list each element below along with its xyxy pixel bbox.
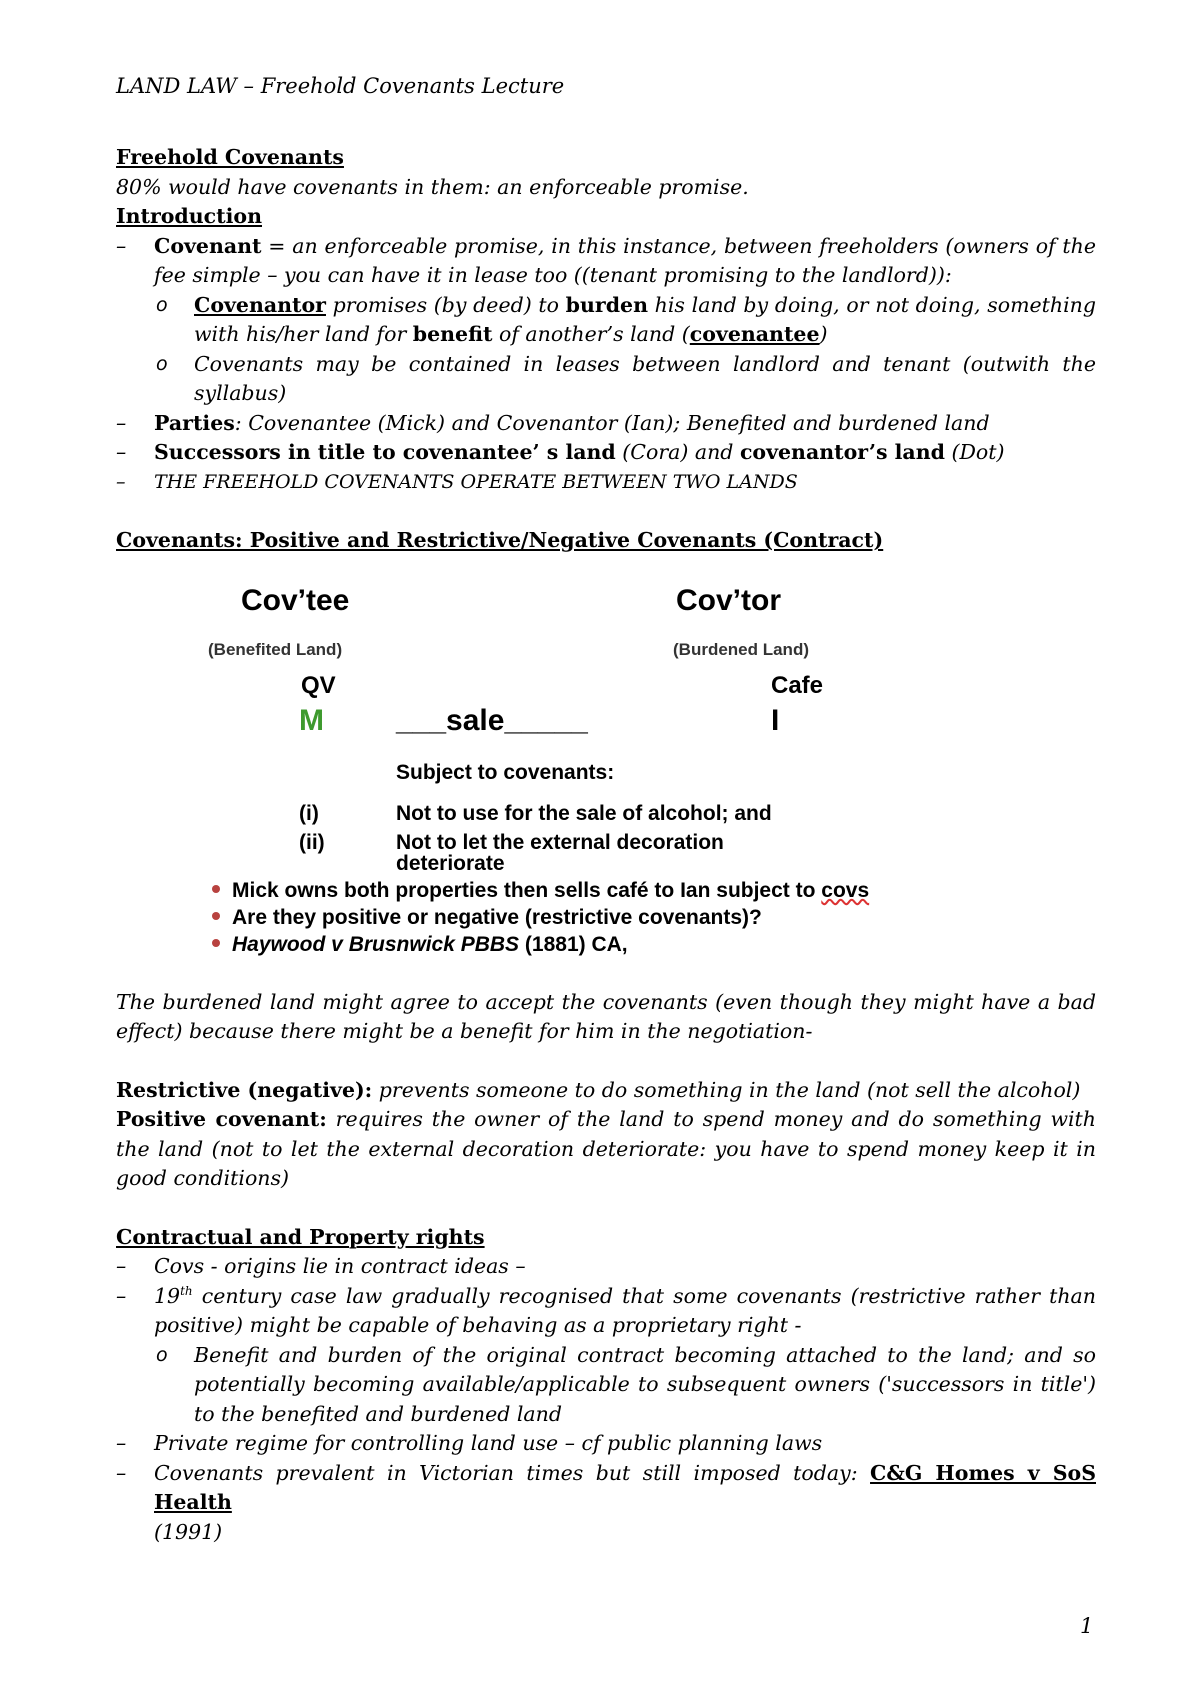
covenant-text-1: Not to use for the sale of alcohol; and	[396, 801, 772, 825]
covenants-diagram	[116, 556, 1096, 988]
circle-bullet: o	[156, 352, 168, 375]
bullet-icon	[212, 912, 220, 920]
victorian-covenants-item: – Covenants prevalent in Victorian times but still imposed today: C&G Homes v SoS Health (1991)	[116, 1460, 1096, 1544]
bullet-icon	[212, 885, 220, 893]
covtor-label: Cov’tor	[676, 583, 781, 617]
benefit-burden-sub-item: o Benefit and burden of the original contract becoming attached to the land; and so potentially becoming available/applicable to subsequent owners ('successors in title') to the benefited and burdened land	[156, 1342, 1096, 1426]
covenant-definition: – Covenant = an enforceable promise, in this instance, between freeholders (owners of the fee simple – you can have it in lease too ((tenant promising to the landlord)):	[116, 233, 1096, 287]
page-number: 1	[1080, 1614, 1094, 1638]
dash-bullet: –	[116, 1431, 127, 1455]
covenantor-sub-item: o Covenantor promises (by deed) to burden his land by doing, or not doing, something with his/her land for benefit of another’s land (covenantee)	[156, 292, 1096, 346]
dash-bullet: –	[116, 1283, 127, 1308]
two-lands-item: – THE FREEHOLD COVENANTS OPERATE BETWEEN TWO LANDS	[116, 468, 1096, 498]
circle-bullet: o	[156, 293, 168, 316]
case-citation-link: C&G Homes v SoS Health	[154, 1460, 1096, 1514]
sale-line: ___sale_____	[396, 703, 588, 737]
dash-bullet: –	[116, 233, 127, 258]
qv-label: QV	[301, 671, 336, 699]
subject-to-covenants: Subject to covenants:	[396, 760, 615, 784]
covenant-number-1: (i)	[299, 801, 319, 825]
diagram-bullet-1: Mick owns both properties then sells café to Ian subject to covs	[212, 876, 869, 906]
burdened-land-paragraph: The burdened land might agree to accept the covenants (even though they might have a bad effect) because there might be a benefit for him in the negotiation-	[116, 989, 1096, 1043]
cafe-label: Cafe	[771, 671, 824, 699]
page-header: LAND LAW – Freehold Covenants Lecture	[116, 74, 565, 98]
circle-bullet: o	[156, 1343, 168, 1366]
leases-sub-item: o Covenants may be contained in leases between landlord and tenant (outwith the syllabus)	[156, 351, 1096, 405]
section-positive-restrictive-heading: Covenants: Positive and Restrictive/Negative Covenants (Contract)	[116, 528, 884, 552]
ian-letter: I	[771, 703, 780, 737]
mick-letter: M	[299, 703, 324, 737]
document-body	[116, 143, 1096, 1547]
document-title: Freehold Covenants	[116, 145, 344, 169]
bullet-icon	[212, 939, 220, 947]
dash-bullet: –	[116, 470, 126, 493]
burdened-land-label: (Burdened Land)	[673, 639, 809, 659]
dash-bullet: –	[116, 1254, 127, 1278]
diagram-bullet-3: Haywood v Brusnwick PBBS (1881) CA,	[212, 930, 628, 960]
introduction-heading: Introduction	[116, 204, 262, 228]
covenant-number-2: (ii)	[299, 830, 325, 854]
case-law-item: – 19th century case law gradually recognised that some covenants (restrictive rather than positive) might be capable of behaving as a proprietary right -	[116, 1283, 1096, 1337]
dash-bullet: –	[116, 440, 127, 464]
covenant-text-2-cont: deteriorate	[396, 851, 505, 875]
benefited-land-label: (Benefited Land)	[208, 639, 343, 659]
restrictive-definition: Restrictive (negative): prevents someone to do something in the land (not sell the alcohol)	[116, 1077, 1081, 1102]
private-regime-item: – Private regime for controlling land use – cf public planning laws	[116, 1429, 1096, 1459]
diagram-bullet-2: Are they positive or negative (restrictive covenants)?	[212, 903, 762, 933]
covtee-label: Cov’tee	[241, 583, 350, 617]
positive-definition: Positive covenant: requires the owner of the land to spend money and do something with the land (not to let the external decoration deteriorate: you have to spend money keep it in good conditions)	[116, 1107, 1096, 1190]
parties-item: – Parties: Covenantee (Mick) and Covenantor (Ian); Benefited and burdened land	[116, 409, 1096, 439]
section-contractual-property-heading: Contractual and Property rights	[116, 1224, 485, 1249]
intro-line: 80% would have covenants in them: an enforceable promise.	[116, 174, 749, 199]
dash-bullet: –	[116, 410, 127, 435]
covenant-text-2: Not to let the external decoration	[396, 830, 724, 854]
successors-item: – Successors in title to covenantee’ s land (Cora) and covenantor’s land (Dot)	[116, 438, 1096, 468]
contract-origins-item: – Covs - origins lie in contract ideas –	[116, 1252, 1096, 1282]
dash-bullet: –	[116, 1460, 127, 1485]
